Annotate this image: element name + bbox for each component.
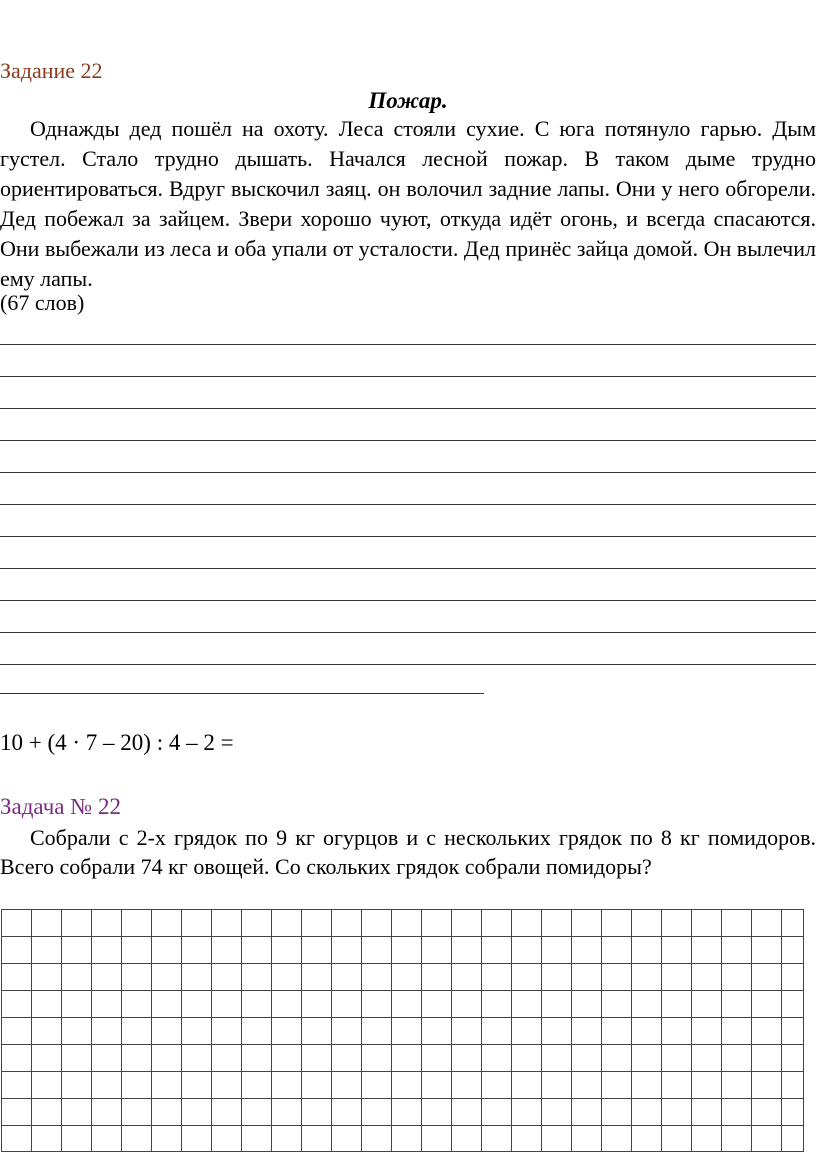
story-title: Пожар. <box>368 88 448 113</box>
writing-line[interactable] <box>0 344 816 345</box>
word-count: (67 слов) <box>0 290 85 315</box>
problem-heading: Задача № 22 <box>0 794 121 819</box>
writing-line[interactable] <box>0 664 816 665</box>
writing-line[interactable] <box>0 568 816 569</box>
writing-line[interactable] <box>0 472 816 473</box>
answer-grid[interactable] <box>1 909 804 1152</box>
writing-line[interactable] <box>0 408 816 409</box>
task-heading: Задание 22 <box>0 58 103 83</box>
math-expression: 10 + (4 · 7 – 20) : 4 – 2 = <box>0 730 234 755</box>
writing-line[interactable] <box>0 693 484 694</box>
writing-line[interactable] <box>0 632 816 633</box>
writing-line[interactable] <box>0 536 816 537</box>
writing-line[interactable] <box>0 440 816 441</box>
story-text: Однажды дед пошёл на охоту. Леса стояли сухие. С юга потянуло гарью. Дым густел. Стало трудно дышать. Начался лесной пожар. В таком дыме трудно ориентироваться. Вдруг выскочил заяц. он волочил задние лапы. Они у него обгорели. Дед побежал за зайцем. Звери хорошо чуют, откуда идёт огонь, и всегда спасаются. Они выбежали из леса и оба упали от усталости. Дед принёс зайца домой. Он вылечил ему лапы. <box>0 116 816 291</box>
writing-line[interactable] <box>0 600 816 601</box>
writing-line[interactable] <box>0 376 816 377</box>
writing-line[interactable] <box>0 504 816 505</box>
problem-text: Собрали с 2-х грядок по 9 кг огурцов и с нескольких грядок по 8 кг помидоров. Всего собрали 74 кг овощей. Со скольких грядок собрали помидоры? <box>0 825 816 879</box>
problem-text-block <box>0 823 816 881</box>
